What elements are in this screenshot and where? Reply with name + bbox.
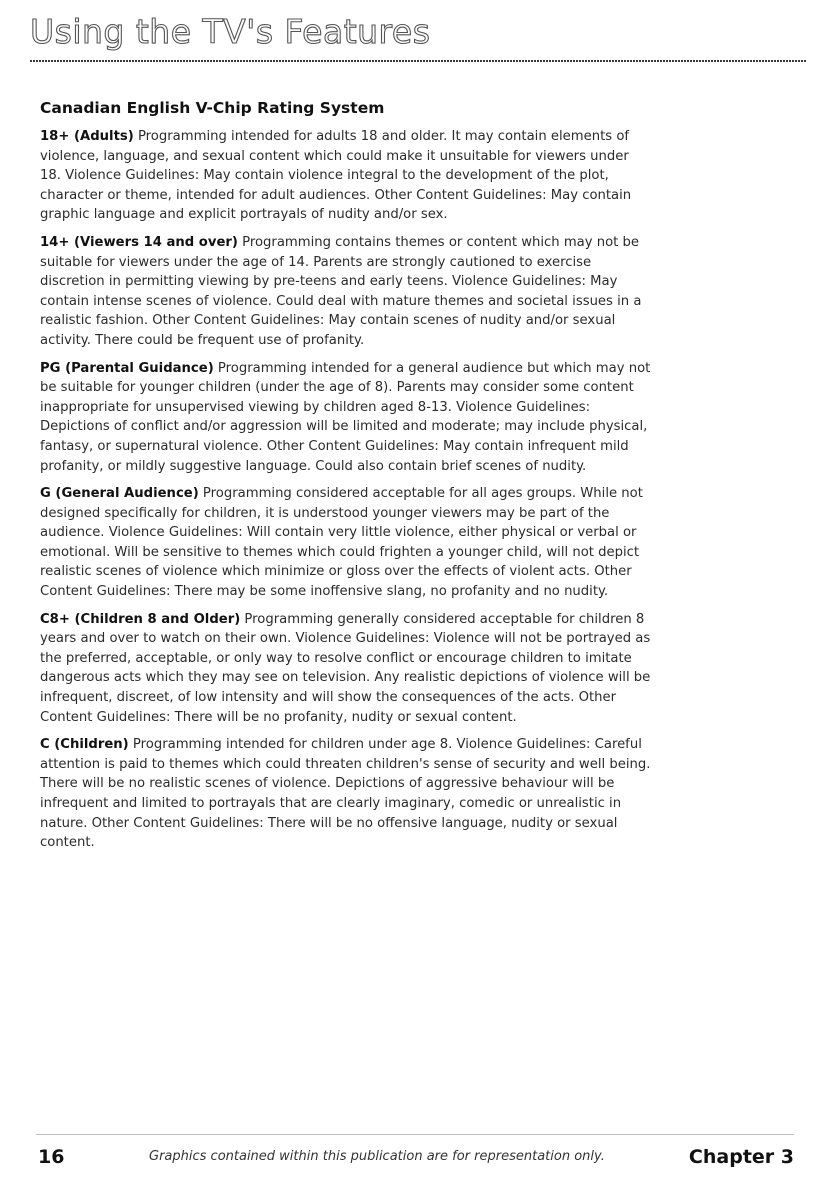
rating-label: G (General Audience) bbox=[40, 486, 199, 502]
header-divider bbox=[30, 60, 806, 62]
section-title: Canadian English V-Chip Rating System bbox=[40, 99, 385, 117]
page-header bbox=[30, 12, 806, 52]
rating-paragraph-14plus bbox=[40, 233, 652, 351]
page-number: 16 bbox=[38, 1146, 65, 1168]
rating-paragraph-c8plus bbox=[40, 610, 652, 728]
rating-paragraph-pg bbox=[40, 359, 652, 477]
rating-description: Programming intended for adults 18 and older. It may contain elements of violence, language, and sexual content which could make it unsuitable for viewers under 18. Violence Guidelines: May contain violence integral to the development of the plot, character or theme, intended for adult audiences. Other Content Guidelines: May contain graphic language and explicit portrayals of nudity and/or sex. bbox=[40, 129, 632, 223]
rating-paragraph-c bbox=[40, 735, 652, 853]
rating-description: Programming intended for a general audience but which may not be suitable for younger children (under the age of 8). Parents may consider some content inappropriate for unsupervised viewing by children aged 8-13. Violence Guidelines: Depictions of conflict and/or aggression will be limited and moderate; may include physical, fantasy, or supernatural violence. Other Content Guidelines: May contain infrequent mild profanity, or mildly suggestive language. Could also contain brief scenes of nudity. bbox=[40, 360, 651, 474]
rating-label: C (Children) bbox=[40, 737, 129, 753]
footer-disclaimer: Graphics contained within this publication are for representation only. bbox=[149, 1149, 605, 1164]
rating-description: Programming intended for children under age 8. Violence Guidelines: Careful attention is paid to themes which could threaten children's sense of security and well being. There will be no realistic scenes of violence. Depictions of aggressive behaviour will be infrequent and limited to portrayals that are clearly imaginary, comedic or unrealistic in nature. Other Content Guidelines: There will be no offensive language, nudity or sexual content. bbox=[40, 737, 651, 851]
rating-label: C8+ (Children 8 and Older) bbox=[40, 611, 241, 627]
rating-label: PG (Parental Guidance) bbox=[40, 360, 214, 376]
rating-label: 18+ (Adults) bbox=[40, 129, 134, 144]
main-content bbox=[40, 98, 652, 861]
footer-divider bbox=[36, 1134, 794, 1135]
page-footer bbox=[36, 1144, 794, 1172]
rating-description: Programming contains themes or content which may not be suitable for viewers under the age of 14. Parents are strongly cautioned to exercise discretion in permitting viewing by pre-teens and early teens. Violence Guidelines: May contain intense scenes of violence. Could deal with mature themes and societal issues in a realistic fashion. Other Content Guidelines: May contain scenes of nudity and/or sexual activity. There could be frequent use of profanity. bbox=[40, 234, 642, 348]
rating-paragraph-18plus bbox=[40, 127, 652, 225]
rating-label: 14+ (Viewers 14 and over) bbox=[40, 234, 238, 250]
rating-description: Programming considered acceptable for all ages groups. While not designed specifically for children, it is understood younger viewers may be part of the audience. Violence Guidelines: Will contain very little violence, either physical or verbal or emotional. Will be sensitive to themes which could frighten a younger child, will not depict realistic scenes of violence which minimize or gloss over the effects of violent acts. Other Content Guidelines: There may be some inoffensive slang, no profanity and no nudity. bbox=[40, 486, 643, 600]
rating-paragraph-g bbox=[40, 484, 652, 602]
chapter-label: Chapter 3 bbox=[688, 1146, 794, 1168]
page-header-title: Using the TV's Features bbox=[30, 12, 431, 51]
rating-description: Programming generally considered acceptable for children 8 years and over to watch on their own. Violence Guidelines: Violence will not be portrayed as the preferred, acceptable, or only way to resolve conflict or encourage children to imitate dangerous acts which they may see on television. Any realistic depictions of violence will be infrequent, discreet, of low intensity and will show the consequences of the acts. Other Content Guidelines: There will be no profanity, nudity or sexual content. bbox=[40, 611, 651, 725]
